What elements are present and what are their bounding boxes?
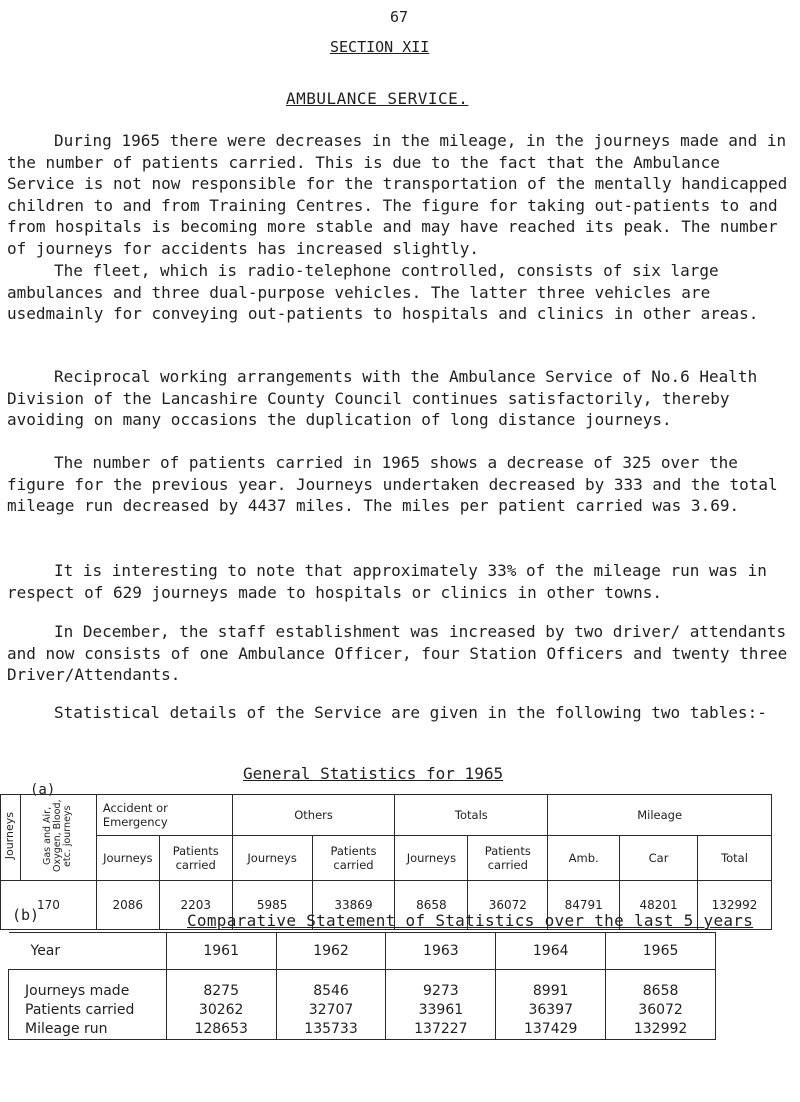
table-cell: 128653	[166, 1020, 276, 1040]
mileage-car-header: Car	[620, 836, 698, 881]
mileage-header: Mileage	[548, 795, 772, 836]
page-number: 67	[390, 8, 409, 26]
paragraph-3: Reciprocal working arrangements with the Ambulance Service of No.6 Health Division of the Lancashire County Council continues satisfactorily, thereby avoiding on many occasions the duplication of long distance journeys.	[7, 367, 758, 429]
others-patients-value: 33869	[312, 881, 395, 930]
accident-emergency-header: Accident or Emergency	[96, 795, 232, 836]
table-row	[9, 1001, 716, 1020]
comparative-statistics-table	[8, 932, 716, 1040]
accident-patients-value: 2203	[159, 881, 232, 930]
table2-title: Comparative Statement of Statistics over the last 5 years	[187, 911, 754, 930]
table-cell: 32707	[276, 1001, 386, 1020]
mileage-amb-value: 84791	[548, 881, 620, 930]
gas-air-header: Gas and Air, Oxygen, Blood, etc. journeys	[20, 795, 96, 881]
table-cell: 36072	[606, 1001, 716, 1020]
table-cell: 30262	[166, 1001, 276, 1020]
paragraph-2: The fleet, which is radio-telephone controlled, consists of six large ambulances and three dual-purpose vehicles. The latter three vehicles are usedmainly for conveying out-patients to hospitals and clinics in other areas.	[7, 261, 759, 323]
year-1962: 1962	[276, 933, 386, 970]
table-cell: 9273	[386, 982, 496, 1001]
paragraph-1: During 1965 there were decreases in the mileage, in the journeys made and in the number of patients carried. This is due to the fact that the Ambulance Service is not now responsible for the transportation of the mentally handicapped children to and from Training Centres. The figure for taking out-patients to and from hospitals is becoming more stable and may have reached its peak. The number of journeys for accidents has increased slightly.	[7, 131, 788, 258]
table-cell: 36397	[496, 1001, 606, 1020]
journeys-header: Journeys	[1, 795, 21, 881]
row-label: Journeys made	[9, 982, 167, 1001]
paragraph-4: The number of patients carried in 1965 shows a decrease of 325 over the figure for the previous year. Journeys undertaken decreased by 333 and the total mileage run decreased by 4437 miles. The miles per patient carried was 3.69.	[7, 453, 778, 515]
paragraph-5: It is interesting to note that approximately 33% of the mileage run was in respect of 629 journeys made to hospitals or clinics in other towns.	[7, 561, 767, 602]
mileage-amb-header: Amb.	[548, 836, 620, 881]
table-row	[9, 1020, 716, 1040]
table-cell: 8991	[496, 982, 606, 1001]
accident-journeys-value: 2086	[96, 881, 159, 930]
year-1965: 1965	[606, 933, 716, 970]
heading: AMBULANCE SERVICE.	[286, 89, 469, 108]
table-cell: 132992	[606, 1020, 716, 1040]
mileage-total-header: Total	[698, 836, 772, 881]
table-row	[9, 982, 716, 1001]
table-cell: 135733	[276, 1020, 386, 1040]
table-cell: 8275	[166, 982, 276, 1001]
table-cell: 33961	[386, 1001, 496, 1020]
table-cell: 137429	[496, 1020, 606, 1040]
mileage-total-value: 132992	[698, 881, 772, 930]
others-journeys-header: Journeys	[232, 836, 312, 881]
section-title: SECTION XII	[330, 38, 430, 56]
totals-header: Totals	[395, 795, 548, 836]
gas-air-journeys-value: 170	[1, 881, 97, 930]
totals-patients-value: 36072	[468, 881, 548, 930]
year-1964: 1964	[496, 933, 606, 970]
table1-label: (a)	[30, 782, 56, 798]
year-header: Year	[9, 933, 167, 970]
totals-journeys-header: Journeys	[395, 836, 468, 881]
table2-label: (b)	[12, 906, 40, 924]
year-1963: 1963	[386, 933, 496, 970]
totals-journeys-value: 8658	[395, 881, 468, 930]
others-header: Others	[232, 795, 395, 836]
accident-patients-header: Patients carried	[159, 836, 232, 881]
totals-patients-header: Patients carried	[468, 836, 548, 881]
accident-journeys-header: Journeys	[96, 836, 159, 881]
table1-title: General Statistics for 1965	[243, 764, 504, 783]
paragraph-7: Statistical details of the Service are given in the following two tables:-	[54, 703, 767, 722]
mileage-car-value: 48201	[620, 881, 698, 930]
paragraph-6: In December, the staff establishment was increased by two driver/ attendants and now consists of one Ambulance Officer, four Station Officers and twenty three Driver/Attendants.	[7, 622, 788, 684]
year-1961: 1961	[166, 933, 276, 970]
row-label: Patients carried	[9, 1001, 167, 1020]
table-cell: 8546	[276, 982, 386, 1001]
general-statistics-table	[0, 794, 772, 930]
table-cell: 8658	[606, 982, 716, 1001]
others-journeys-value: 5985	[232, 881, 312, 930]
others-patients-header: Patients carried	[312, 836, 395, 881]
table-cell: 137227	[386, 1020, 496, 1040]
row-label: Mileage run	[9, 1020, 167, 1040]
